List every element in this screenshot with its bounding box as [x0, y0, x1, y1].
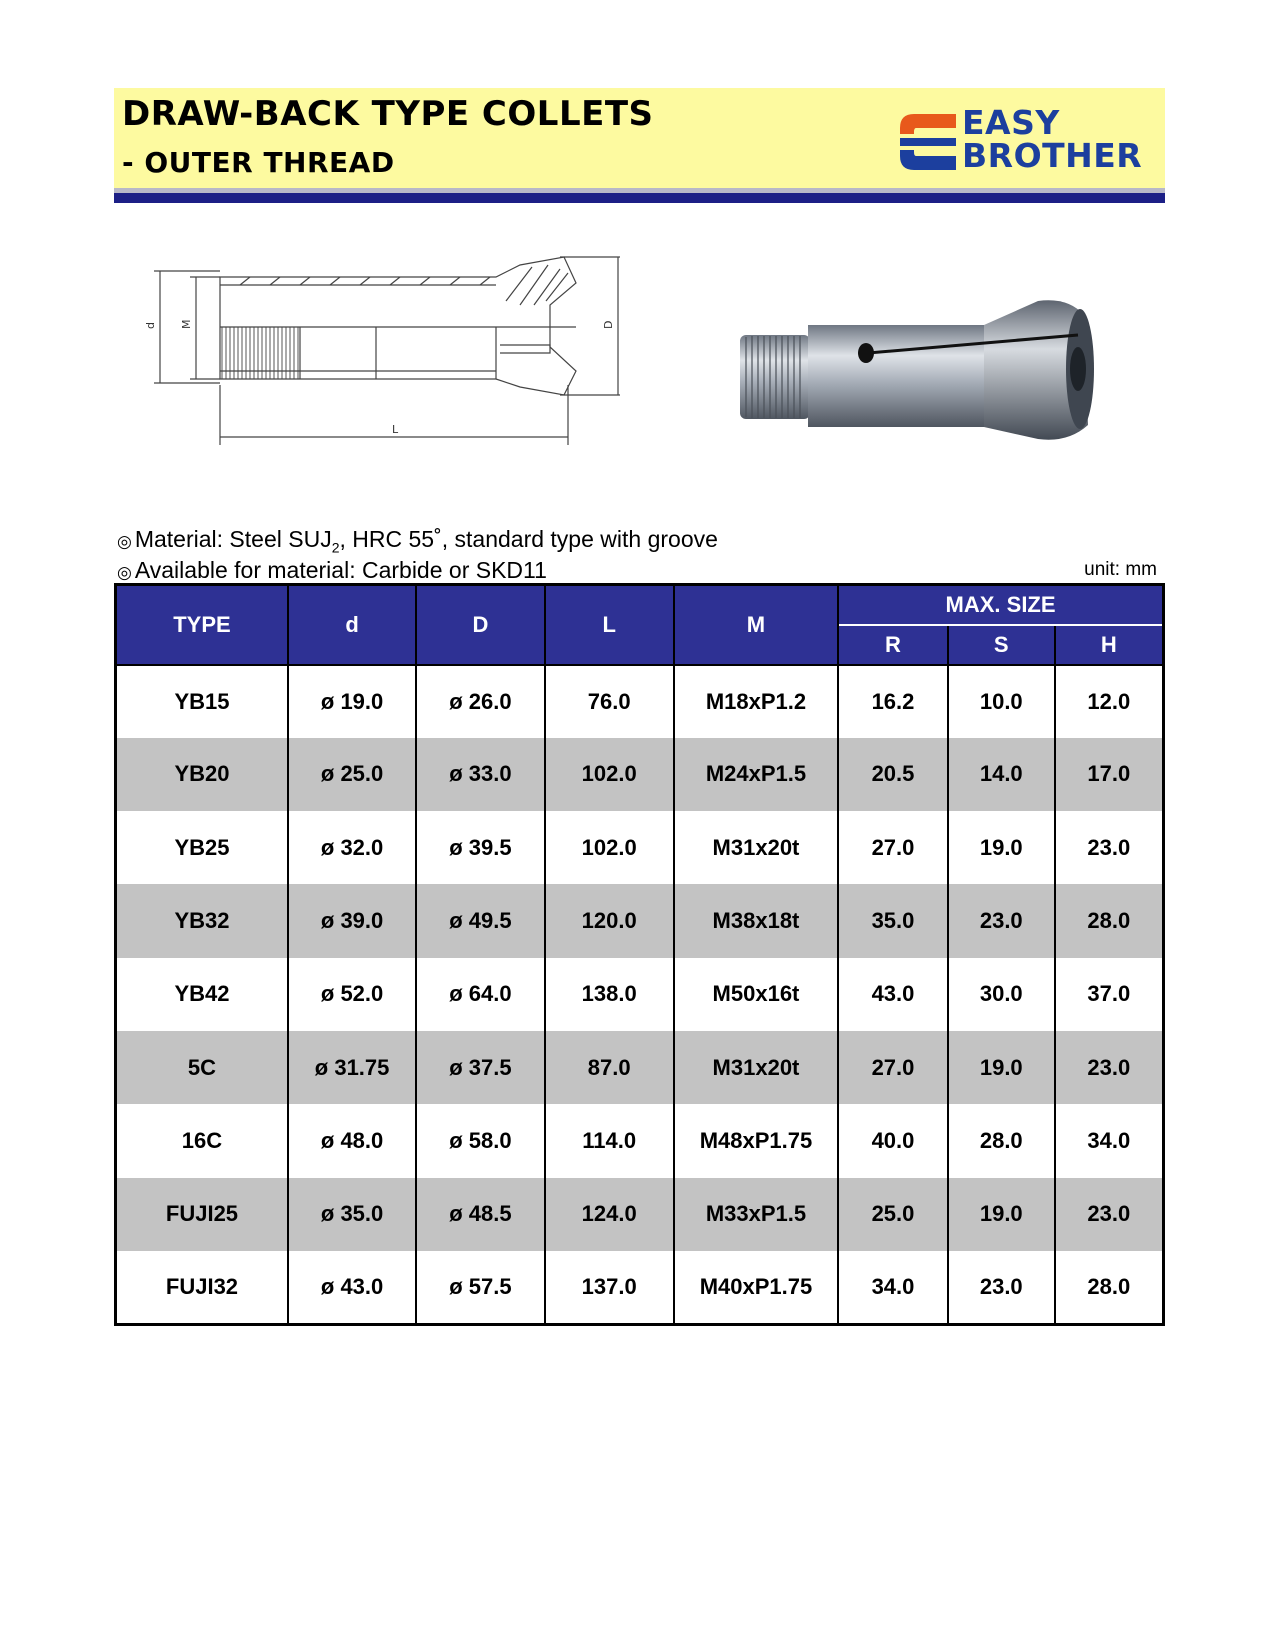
column-header-D: D: [416, 585, 544, 665]
page-subtitle: - OUTER THREAD: [122, 146, 395, 179]
cell-type: YB32: [116, 884, 288, 957]
column-group-max-size: MAX. SIZE: [838, 585, 1163, 625]
cell-R: 43.0: [838, 958, 948, 1031]
availability-note-text: Available for material: Carbide or SKD11: [134, 557, 547, 583]
cell-M: M31x20t: [674, 1031, 838, 1104]
cell-S: 19.0: [948, 1031, 1055, 1104]
table-row: [116, 1104, 1164, 1177]
cell-M: M50x16t: [674, 958, 838, 1031]
cell-S: 19.0: [948, 1178, 1055, 1251]
cell-D: ø 49.5: [416, 884, 544, 957]
cell-R: 40.0: [838, 1104, 948, 1177]
cell-type: 5C: [116, 1031, 288, 1104]
cell-R: 27.0: [838, 1031, 948, 1104]
cell-M: M24xP1.5: [674, 738, 838, 811]
table-row: [116, 811, 1164, 884]
cell-L: 120.0: [545, 884, 674, 957]
cell-type: FUJI32: [116, 1251, 288, 1324]
cell-d: ø 19.0: [288, 665, 416, 738]
table-row: [116, 1251, 1164, 1324]
cell-L: 76.0: [545, 665, 674, 738]
table-row: [116, 1178, 1164, 1251]
cell-H: 23.0: [1055, 1031, 1164, 1104]
cell-R: 25.0: [838, 1178, 948, 1251]
cell-H: 12.0: [1055, 665, 1164, 738]
cell-d: ø 32.0: [288, 811, 416, 884]
cell-d: ø 25.0: [288, 738, 416, 811]
cell-D: ø 39.5: [416, 811, 544, 884]
availability-note: [117, 557, 547, 584]
cell-d: ø 31.75: [288, 1031, 416, 1104]
cell-type: YB42: [116, 958, 288, 1031]
cell-type: YB20: [116, 738, 288, 811]
brand-logo: [896, 104, 1166, 174]
cell-R: 20.5: [838, 738, 948, 811]
cell-R: 27.0: [838, 811, 948, 884]
collet-technical-drawing: [140, 255, 680, 470]
cell-R: 34.0: [838, 1251, 948, 1324]
cell-S: 23.0: [948, 1251, 1055, 1324]
label-D: D: [602, 320, 615, 329]
cell-d: ø 52.0: [288, 958, 416, 1031]
cell-S: 30.0: [948, 958, 1055, 1031]
cell-D: ø 64.0: [416, 958, 544, 1031]
cell-H: 23.0: [1055, 1178, 1164, 1251]
cell-L: 124.0: [545, 1178, 674, 1251]
column-header-d: d: [288, 585, 416, 665]
cell-D: ø 58.0: [416, 1104, 544, 1177]
cell-S: 19.0: [948, 811, 1055, 884]
cell-H: 34.0: [1055, 1104, 1164, 1177]
table-row: [116, 958, 1164, 1031]
cell-L: 138.0: [545, 958, 674, 1031]
cell-H: 28.0: [1055, 884, 1164, 957]
logo-word-easy: EASY: [962, 103, 1060, 142]
cell-M: M18xP1.2: [674, 665, 838, 738]
cell-d: ø 39.0: [288, 884, 416, 957]
column-header-H: H: [1055, 625, 1164, 665]
cell-D: ø 48.5: [416, 1178, 544, 1251]
cell-H: 28.0: [1055, 1251, 1164, 1324]
cell-H: 23.0: [1055, 811, 1164, 884]
cell-L: 137.0: [545, 1251, 674, 1324]
table-row: [116, 1031, 1164, 1104]
cell-type: 16C: [116, 1104, 288, 1177]
table-row: [116, 738, 1164, 811]
cell-H: 17.0: [1055, 738, 1164, 811]
cell-d: ø 48.0: [288, 1104, 416, 1177]
unit-label: unit: mm: [1084, 559, 1157, 580]
cell-R: 35.0: [838, 884, 948, 957]
cell-type: YB15: [116, 665, 288, 738]
label-L: L: [392, 423, 399, 436]
page-title: DRAW-BACK TYPE COLLETS: [122, 94, 654, 134]
material-note-subscript: 2: [331, 539, 340, 556]
logo-word-brother: BROTHER: [962, 136, 1143, 175]
cell-M: M33xP1.5: [674, 1178, 838, 1251]
table-row: [116, 665, 1164, 738]
cell-D: ø 26.0: [416, 665, 544, 738]
cell-d: ø 35.0: [288, 1178, 416, 1251]
cell-H: 37.0: [1055, 958, 1164, 1031]
cell-type: YB25: [116, 811, 288, 884]
cell-M: M31x20t: [674, 811, 838, 884]
column-header-type: TYPE: [116, 585, 288, 665]
logo-mark-icon: [896, 110, 958, 172]
cell-d: ø 43.0: [288, 1251, 416, 1324]
material-note-text: Material: Steel SUJ: [134, 526, 332, 552]
column-header-R: R: [838, 625, 948, 665]
cell-S: 10.0: [948, 665, 1055, 738]
cell-D: ø 57.5: [416, 1251, 544, 1324]
cell-M: M40xP1.75: [674, 1251, 838, 1324]
cell-R: 16.2: [838, 665, 948, 738]
cell-D: ø 37.5: [416, 1031, 544, 1104]
label-M: M: [180, 319, 193, 329]
cell-L: 102.0: [545, 738, 674, 811]
cell-S: 23.0: [948, 884, 1055, 957]
header-rule: [114, 193, 1165, 203]
cell-L: 102.0: [545, 811, 674, 884]
bullet-icon: ◎: [117, 532, 132, 551]
cell-D: ø 33.0: [416, 738, 544, 811]
cell-M: M48xP1.75: [674, 1104, 838, 1177]
cell-M: M38x18t: [674, 884, 838, 957]
bullet-icon: ◎: [117, 563, 132, 582]
collet-photo-icon: [738, 295, 1148, 445]
label-d: d: [144, 322, 157, 329]
collet-spec-table: [114, 583, 1165, 1326]
material-note: [117, 526, 718, 556]
cell-S: 28.0: [948, 1104, 1055, 1177]
material-note-suffix: , HRC 55˚, standard type with groove: [339, 526, 718, 552]
cell-S: 14.0: [948, 738, 1055, 811]
cell-type: FUJI25: [116, 1178, 288, 1251]
column-header-M: M: [674, 585, 838, 665]
column-header-S: S: [948, 625, 1055, 665]
table-row: [116, 884, 1164, 957]
column-header-L: L: [545, 585, 674, 665]
cell-L: 87.0: [545, 1031, 674, 1104]
cell-L: 114.0: [545, 1104, 674, 1177]
